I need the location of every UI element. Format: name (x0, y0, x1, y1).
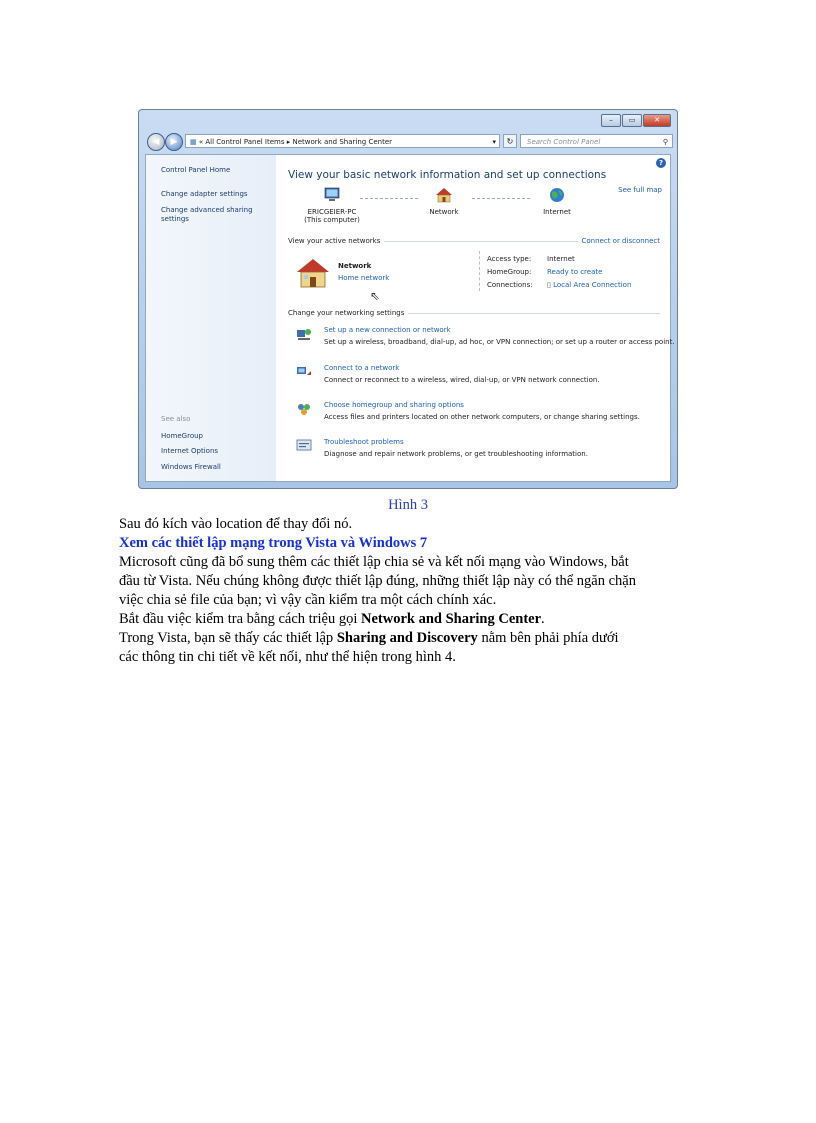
text-run: Trong Vista, bạn sẽ thấy các thiết lập (119, 630, 337, 646)
connection-line (472, 198, 530, 200)
troubleshoot-icon (296, 439, 312, 453)
mouse-cursor-icon: ⇖ (370, 289, 381, 303)
task-description: Access files and printers located on other network computers, or change sharing settings. (324, 413, 640, 421)
breadcrumb-separator-icon[interactable]: ▸ (286, 138, 291, 146)
task-description: Diagnose and repair network problems, or get troubleshooting information. (324, 450, 588, 458)
minimize-button[interactable]: – (601, 114, 621, 127)
see-also-label: See also (161, 415, 191, 423)
paragraph-line: việc chia sẻ file của bạn; vì vậy cần kiểm tra một cách chính xác. (119, 592, 497, 608)
sidebar-item-homegroup[interactable]: HomeGroup (161, 432, 203, 440)
active-networks-header (288, 237, 660, 245)
main-panel (282, 155, 675, 481)
connect-network-icon (296, 365, 312, 379)
toolbar (145, 132, 671, 152)
text-run: nằm bên phải phía dưới (477, 630, 619, 646)
homegroup-icon (296, 402, 312, 416)
text-run: . (541, 611, 545, 627)
content-area (145, 154, 675, 482)
paragraph-line: các thông tin chi tiết về kết nối, như thể hiện trong hình 4. (119, 649, 456, 665)
close-button[interactable]: ✕ (643, 114, 671, 127)
access-type-label: Access type: (487, 255, 532, 263)
ready-to-create-link[interactable]: Ready to create (547, 268, 603, 276)
back-arrow-icon[interactable]: ◀ (147, 133, 165, 151)
sidebar-item-change-adapter-settings[interactable]: Change adapter settings (161, 190, 248, 198)
local-area-connection-link[interactable] (547, 281, 631, 289)
search-input[interactable] (520, 134, 673, 148)
globe-icon (548, 187, 566, 203)
search-placeholder: Search Control Panel (527, 138, 601, 146)
task-description: Set up a wireless, broadband, dial-up, ad hoc, or VPN connection; or set up a router or access point. (324, 338, 675, 346)
chevron-down-icon[interactable]: ▾ (492, 138, 496, 146)
paragraph (119, 610, 719, 629)
sidebar-item-change-advanced-sharing[interactable]: Change advanced sharing settings (161, 206, 253, 223)
house-icon (296, 257, 330, 289)
see-full-map-link[interactable]: See full map (618, 186, 662, 194)
task-description: Connect or reconnect to a wireless, wired, dial-up, or VPN network connection. (324, 376, 600, 384)
paragraph-line: Microsoft cũng đã bổ sung thêm các thiết lập chia sẻ và kết nối mạng vào Windows, bắt (119, 554, 629, 570)
network-node (419, 187, 469, 216)
internet-label: Internet (543, 208, 571, 216)
bold-term: Sharing and Discovery (336, 630, 478, 646)
window-frame (138, 109, 678, 489)
page-title: View your basic network information and set up connections (288, 169, 607, 181)
connections-label: Connections: (487, 281, 533, 289)
forward-arrow-icon[interactable]: ▶ (165, 133, 183, 151)
task-link[interactable]: Connect to a network (324, 364, 400, 372)
access-type-row (487, 255, 575, 263)
internet-node (532, 187, 582, 216)
search-icon[interactable]: ⚲ (662, 138, 668, 146)
change-settings-header (288, 309, 660, 317)
connect-disconnect-link[interactable]: Connect or disconnect (581, 237, 660, 245)
paragraph: Sau đó kích vào location để thay đổi nó. (119, 516, 353, 532)
computer-icon (323, 187, 341, 203)
active-networks-label: View your active networks (288, 237, 381, 245)
local-area-connection-text: Local Area Connection (553, 281, 632, 289)
refresh-icon[interactable]: ↻ (503, 134, 517, 148)
sidebar-item-windows-firewall[interactable]: Windows Firewall (161, 463, 221, 471)
breadcrumb-all-control-panel-items[interactable]: All Control Panel Items (205, 138, 285, 146)
computer-name: ERICGEIER-PC (307, 208, 357, 216)
overflow-chevron[interactable]: « (198, 138, 204, 146)
help-icon[interactable]: ? (656, 158, 666, 168)
connection-line (360, 198, 418, 200)
divider (384, 241, 577, 242)
bold-term: Network and Sharing Center (360, 611, 542, 627)
paragraph-line: đầu từ Vista. Nếu chúng không được thiết lập đúng, những thiết lập này có thể ngăn chặn (119, 573, 636, 589)
ethernet-icon: ▯ (547, 281, 551, 289)
divider (408, 313, 660, 314)
computer-subtitle: (This computer) (304, 216, 360, 224)
paragraph (119, 629, 719, 648)
sidebar-item-control-panel-home[interactable]: Control Panel Home (161, 166, 231, 174)
home-network-link[interactable]: Home network (338, 274, 390, 282)
network-label: Network (429, 208, 459, 216)
new-connection-icon (296, 327, 312, 341)
section-heading: Xem các thiết lập mạng trong Vista và Windows 7 (119, 535, 428, 551)
sidebar-item-internet-options[interactable]: Internet Options (161, 447, 219, 455)
house-icon (435, 187, 453, 203)
window-controls (601, 114, 671, 127)
task-link[interactable]: Choose homegroup and sharing options (324, 401, 464, 409)
sidebar (146, 155, 276, 481)
access-type-value: Internet (547, 255, 575, 263)
connections-row (487, 281, 631, 289)
computer-node (302, 187, 362, 224)
breadcrumb-network-sharing-center[interactable]: Network and Sharing Center (292, 138, 393, 146)
change-settings-label: Change your networking settings (288, 309, 405, 317)
address-bar[interactable] (185, 134, 500, 148)
figure-screenshot (138, 109, 678, 489)
homegroup-row (487, 268, 602, 276)
active-network-name: Network (338, 262, 372, 270)
figure-caption: Hình 3 (388, 497, 428, 513)
text-run: Bắt đầu việc kiểm tra bằng cách triệu gọi (119, 611, 361, 627)
divider (479, 251, 480, 291)
task-link[interactable]: Troubleshoot problems (324, 438, 404, 446)
task-link[interactable]: Set up a new connection or network (324, 326, 451, 334)
homegroup-label: HomeGroup: (487, 268, 532, 276)
maximize-button[interactable]: ▭ (622, 114, 642, 127)
network-folder-icon: ▦ (190, 138, 197, 146)
